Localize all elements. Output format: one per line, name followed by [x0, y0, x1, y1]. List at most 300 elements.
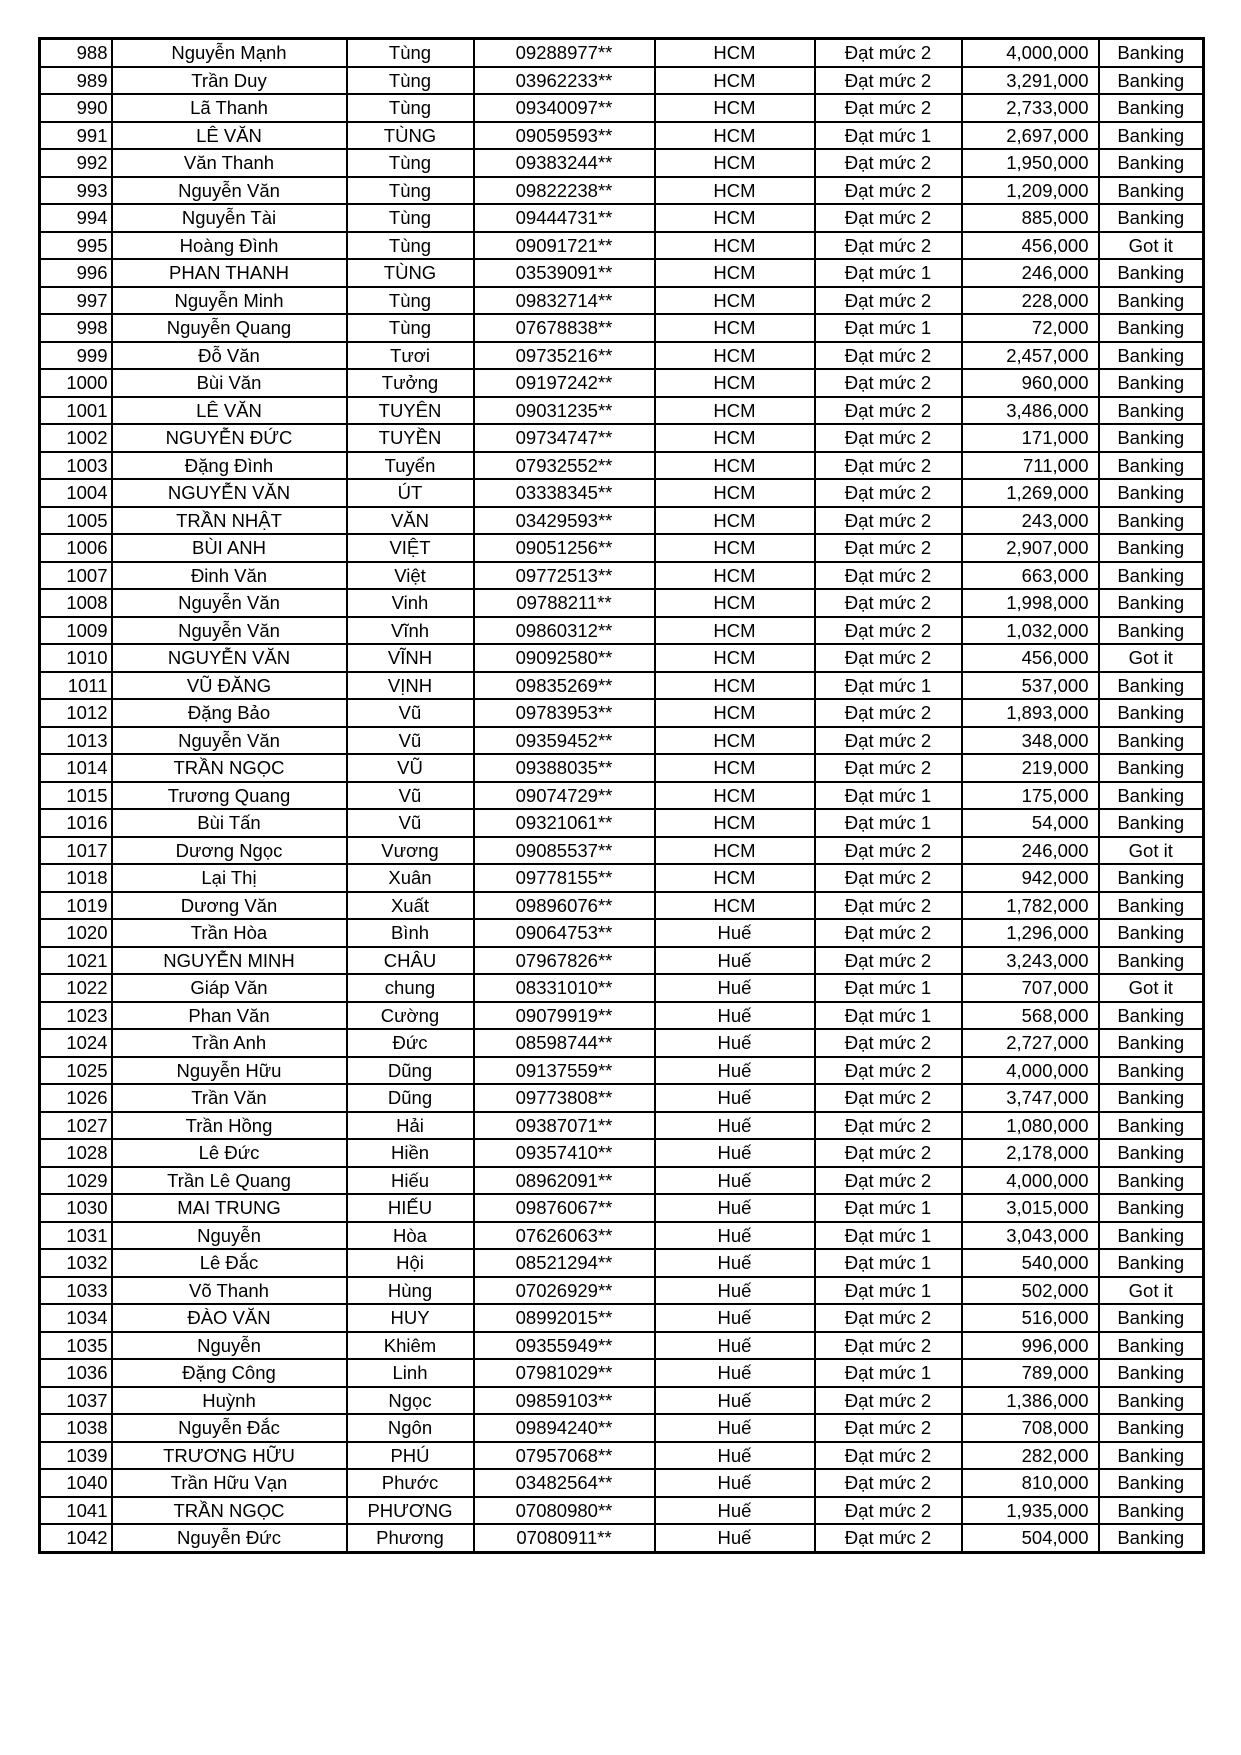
cell-phone-number: 08992015** [474, 1304, 655, 1332]
cell-city: HCM [655, 479, 815, 507]
cell-city: Huế [655, 1002, 815, 1030]
cell-first-name: Hòa [347, 1222, 474, 1250]
cell-amount: 2,457,000 [962, 342, 1099, 370]
cell-status: Banking [1099, 1414, 1204, 1442]
cell-first-name: Vũ [347, 809, 474, 837]
table-row [40, 782, 1204, 810]
cell-level: Đạt mức 2 [815, 699, 962, 727]
cell-city: HCM [655, 507, 815, 535]
cell-phone-number: 08521294** [474, 1249, 655, 1277]
cell-amount: 171,000 [962, 424, 1099, 452]
table-row [40, 479, 1204, 507]
table-row [40, 837, 1204, 865]
cell-first-name: Đức [347, 1029, 474, 1057]
cell-phone-number: 09783953** [474, 699, 655, 727]
cell-status: Banking [1099, 1112, 1204, 1140]
cell-last-middle-name: NGUYỄN ĐỨC [112, 424, 347, 452]
cell-phone-number: 09876067** [474, 1194, 655, 1222]
cell-first-name: Cường [347, 1002, 474, 1030]
table-row [40, 397, 1204, 425]
cell-first-name: Phước [347, 1469, 474, 1497]
cell-phone-number: 09734747** [474, 424, 655, 452]
cell-last-middle-name: Nguyễn Văn [112, 589, 347, 617]
cell-phone-number: 09091721** [474, 232, 655, 260]
cell-status: Banking [1099, 1139, 1204, 1167]
cell-level: Đạt mức 2 [815, 1139, 962, 1167]
cell-status: Got it [1099, 837, 1204, 865]
cell-level: Đạt mức 2 [815, 39, 962, 67]
cell-status: Banking [1099, 1497, 1204, 1525]
cell-city: HCM [655, 754, 815, 782]
cell-city: HCM [655, 644, 815, 672]
cell-city: Huế [655, 1057, 815, 1085]
cell-row-number: 1012 [40, 699, 112, 727]
cell-last-middle-name: TRẦN NGỌC [112, 754, 347, 782]
cell-status: Banking [1099, 1194, 1204, 1222]
cell-status: Banking [1099, 452, 1204, 480]
cell-level: Đạt mức 2 [815, 479, 962, 507]
cell-status: Got it [1099, 974, 1204, 1002]
cell-row-number: 1038 [40, 1414, 112, 1442]
cell-phone-number: 09197242** [474, 369, 655, 397]
table-row [40, 232, 1204, 260]
cell-row-number: 1021 [40, 947, 112, 975]
cell-city: HCM [655, 314, 815, 342]
cell-status: Banking [1099, 259, 1204, 287]
table-row [40, 287, 1204, 315]
cell-status: Banking [1099, 864, 1204, 892]
cell-phone-number: 09064753** [474, 919, 655, 947]
table-row [40, 644, 1204, 672]
cell-status: Banking [1099, 369, 1204, 397]
cell-level: Đạt mức 2 [815, 1414, 962, 1442]
cell-first-name: Dũng [347, 1057, 474, 1085]
cell-phone-number: 09822238** [474, 177, 655, 205]
cell-last-middle-name: Trần Lê Quang [112, 1167, 347, 1195]
table-row [40, 809, 1204, 837]
cell-city: HCM [655, 259, 815, 287]
cell-first-name: Hải [347, 1112, 474, 1140]
cell-level: Đạt mức 2 [815, 1524, 962, 1552]
cell-phone-number: 09387071** [474, 1112, 655, 1140]
cell-phone-number: 09859103** [474, 1387, 655, 1415]
cell-city: HCM [655, 562, 815, 590]
cell-amount: 960,000 [962, 369, 1099, 397]
cell-first-name: Vĩnh [347, 617, 474, 645]
cell-last-middle-name: ĐÀO VĂN [112, 1304, 347, 1332]
cell-amount: 540,000 [962, 1249, 1099, 1277]
cell-first-name: Dũng [347, 1084, 474, 1112]
cell-row-number: 1023 [40, 1002, 112, 1030]
cell-phone-number: 09288977** [474, 39, 655, 67]
table-row [40, 534, 1204, 562]
cell-amount: 885,000 [962, 204, 1099, 232]
cell-first-name: Tùng [347, 149, 474, 177]
cell-phone-number: 08598744** [474, 1029, 655, 1057]
table-row [40, 1524, 1204, 1552]
table-row [40, 1414, 1204, 1442]
cell-city: Huế [655, 1524, 815, 1552]
cell-first-name: chung [347, 974, 474, 1002]
cell-level: Đạt mức 2 [815, 864, 962, 892]
cell-phone-number: 09355949** [474, 1332, 655, 1360]
cell-level: Đạt mức 1 [815, 672, 962, 700]
cell-last-middle-name: Nguyễn Văn [112, 727, 347, 755]
cell-level: Đạt mức 2 [815, 644, 962, 672]
cell-phone-number: 09894240** [474, 1414, 655, 1442]
cell-first-name: Vương [347, 837, 474, 865]
cell-last-middle-name: Dương Văn [112, 892, 347, 920]
cell-amount: 246,000 [962, 259, 1099, 287]
cell-phone-number: 09735216** [474, 342, 655, 370]
cell-phone-number: 09340097** [474, 94, 655, 122]
cell-row-number: 1041 [40, 1497, 112, 1525]
table-row [40, 1002, 1204, 1030]
cell-city: HCM [655, 342, 815, 370]
table-row [40, 369, 1204, 397]
table-row [40, 1387, 1204, 1415]
cell-phone-number: 09383244** [474, 149, 655, 177]
cell-level: Đạt mức 2 [815, 617, 962, 645]
cell-row-number: 1034 [40, 1304, 112, 1332]
cell-status: Banking [1099, 589, 1204, 617]
cell-city: Huế [655, 1139, 815, 1167]
cell-row-number: 1005 [40, 507, 112, 535]
table-row [40, 947, 1204, 975]
cell-level: Đạt mức 2 [815, 204, 962, 232]
cell-city: HCM [655, 149, 815, 177]
cell-phone-number: 03539091** [474, 259, 655, 287]
cell-city: Huế [655, 919, 815, 947]
cell-city: HCM [655, 369, 815, 397]
cell-level: Đạt mức 2 [815, 452, 962, 480]
cell-city: HCM [655, 94, 815, 122]
cell-city: Huế [655, 1359, 815, 1387]
cell-level: Đạt mức 1 [815, 314, 962, 342]
cell-last-middle-name: Nguyễn Đắc [112, 1414, 347, 1442]
cell-level: Đạt mức 1 [815, 1249, 962, 1277]
table-row [40, 1469, 1204, 1497]
table-row [40, 1194, 1204, 1222]
cell-row-number: 1029 [40, 1167, 112, 1195]
cell-city: HCM [655, 452, 815, 480]
cell-first-name: Linh [347, 1359, 474, 1387]
cell-row-number: 1008 [40, 589, 112, 617]
cell-phone-number: 07026929** [474, 1277, 655, 1305]
cell-status: Banking [1099, 1469, 1204, 1497]
table-row [40, 864, 1204, 892]
cell-last-middle-name: Đặng Công [112, 1359, 347, 1387]
cell-amount: 3,486,000 [962, 397, 1099, 425]
cell-row-number: 1001 [40, 397, 112, 425]
cell-status: Got it [1099, 232, 1204, 260]
cell-first-name: VĂN [347, 507, 474, 535]
cell-city: Huế [655, 1112, 815, 1140]
cell-phone-number: 07626063** [474, 1222, 655, 1250]
cell-row-number: 988 [40, 39, 112, 67]
cell-status: Banking [1099, 1002, 1204, 1030]
cell-first-name: VŨ [347, 754, 474, 782]
cell-last-middle-name: Trần Hồng [112, 1112, 347, 1140]
cell-row-number: 998 [40, 314, 112, 342]
cell-last-middle-name: NGUYỄN VĂN [112, 644, 347, 672]
table-row [40, 39, 1204, 67]
cell-last-middle-name: Dương Ngọc [112, 837, 347, 865]
cell-amount: 1,080,000 [962, 1112, 1099, 1140]
table-row [40, 1277, 1204, 1305]
table-row [40, 177, 1204, 205]
cell-city: HCM [655, 424, 815, 452]
cell-last-middle-name: TRẦN NGỌC [112, 1497, 347, 1525]
cell-amount: 1,269,000 [962, 479, 1099, 507]
cell-first-name: Xuân [347, 864, 474, 892]
cell-status: Banking [1099, 809, 1204, 837]
cell-amount: 3,243,000 [962, 947, 1099, 975]
cell-row-number: 1013 [40, 727, 112, 755]
cell-last-middle-name: Trần Anh [112, 1029, 347, 1057]
cell-row-number: 992 [40, 149, 112, 177]
cell-row-number: 1036 [40, 1359, 112, 1387]
cell-city: HCM [655, 617, 815, 645]
cell-row-number: 1020 [40, 919, 112, 947]
cell-phone-number: 07080980** [474, 1497, 655, 1525]
cell-first-name: Hiếu [347, 1167, 474, 1195]
cell-amount: 942,000 [962, 864, 1099, 892]
cell-level: Đạt mức 2 [815, 177, 962, 205]
cell-last-middle-name: Đỗ Văn [112, 342, 347, 370]
cell-status: Banking [1099, 1304, 1204, 1332]
cell-last-middle-name: LÊ VĂN [112, 397, 347, 425]
cell-status: Banking [1099, 314, 1204, 342]
cell-last-middle-name: Nguyễn Văn [112, 617, 347, 645]
cell-first-name: Vinh [347, 589, 474, 617]
cell-amount: 568,000 [962, 1002, 1099, 1030]
cell-first-name: VIỆT [347, 534, 474, 562]
cell-status: Banking [1099, 1359, 1204, 1387]
cell-amount: 456,000 [962, 232, 1099, 260]
cell-last-middle-name: TRẦN NHẬT [112, 507, 347, 535]
cell-phone-number: 09079919** [474, 1002, 655, 1030]
table-row [40, 1222, 1204, 1250]
cell-phone-number: 09835269** [474, 672, 655, 700]
cell-level: Đạt mức 2 [815, 94, 962, 122]
cell-city: HCM [655, 864, 815, 892]
cell-level: Đạt mức 2 [815, 1167, 962, 1195]
cell-last-middle-name: Võ Thanh [112, 1277, 347, 1305]
cell-last-middle-name: Giáp Văn [112, 974, 347, 1002]
cell-last-middle-name: Văn Thanh [112, 149, 347, 177]
cell-amount: 1,935,000 [962, 1497, 1099, 1525]
cell-first-name: Tùng [347, 39, 474, 67]
cell-phone-number: 09388035** [474, 754, 655, 782]
cell-amount: 537,000 [962, 672, 1099, 700]
cell-phone-number: 09788211** [474, 589, 655, 617]
cell-first-name: Tùng [347, 287, 474, 315]
cell-status: Banking [1099, 507, 1204, 535]
cell-amount: 2,727,000 [962, 1029, 1099, 1057]
cell-first-name: VỊNH [347, 672, 474, 700]
table-row [40, 754, 1204, 782]
cell-level: Đạt mức 2 [815, 67, 962, 95]
cell-row-number: 1010 [40, 644, 112, 672]
cell-row-number: 1016 [40, 809, 112, 837]
cell-row-number: 1015 [40, 782, 112, 810]
cell-phone-number: 09772513** [474, 562, 655, 590]
cell-status: Banking [1099, 204, 1204, 232]
cell-level: Đạt mức 2 [815, 1112, 962, 1140]
cell-amount: 348,000 [962, 727, 1099, 755]
cell-level: Đạt mức 1 [815, 782, 962, 810]
cell-first-name: Tùng [347, 232, 474, 260]
cell-amount: 516,000 [962, 1304, 1099, 1332]
cell-phone-number: 09359452** [474, 727, 655, 755]
cell-city: HCM [655, 397, 815, 425]
member-result-table-body [40, 39, 1204, 1553]
cell-first-name: Hùng [347, 1277, 474, 1305]
cell-phone-number: 09773808** [474, 1084, 655, 1112]
cell-last-middle-name: Nguyễn [112, 1332, 347, 1360]
cell-city: Huế [655, 974, 815, 1002]
cell-city: HCM [655, 177, 815, 205]
cell-status: Banking [1099, 177, 1204, 205]
cell-row-number: 1033 [40, 1277, 112, 1305]
cell-city: Huế [655, 1332, 815, 1360]
cell-amount: 707,000 [962, 974, 1099, 1002]
cell-phone-number: 07967826** [474, 947, 655, 975]
table-row [40, 1497, 1204, 1525]
cell-level: Đạt mức 2 [815, 287, 962, 315]
cell-phone-number: 09357410** [474, 1139, 655, 1167]
cell-status: Banking [1099, 672, 1204, 700]
cell-amount: 243,000 [962, 507, 1099, 535]
cell-status: Banking [1099, 727, 1204, 755]
table-row [40, 617, 1204, 645]
cell-level: Đạt mức 1 [815, 1277, 962, 1305]
cell-amount: 502,000 [962, 1277, 1099, 1305]
cell-city: Huế [655, 1249, 815, 1277]
cell-row-number: 990 [40, 94, 112, 122]
cell-row-number: 1027 [40, 1112, 112, 1140]
cell-amount: 2,907,000 [962, 534, 1099, 562]
cell-last-middle-name: Nguyễn Quang [112, 314, 347, 342]
cell-level: Đạt mức 1 [815, 1194, 962, 1222]
cell-row-number: 1007 [40, 562, 112, 590]
cell-first-name: Tùng [347, 314, 474, 342]
cell-last-middle-name: NGUYỄN MINH [112, 947, 347, 975]
cell-city: HCM [655, 699, 815, 727]
cell-amount: 711,000 [962, 452, 1099, 480]
cell-city: Huế [655, 1167, 815, 1195]
table-row [40, 1029, 1204, 1057]
cell-amount: 1,998,000 [962, 589, 1099, 617]
cell-last-middle-name: VŨ ĐĂNG [112, 672, 347, 700]
cell-status: Banking [1099, 1524, 1204, 1552]
cell-city: Huế [655, 1469, 815, 1497]
cell-level: Đạt mức 1 [815, 974, 962, 1002]
cell-phone-number: 03338345** [474, 479, 655, 507]
cell-amount: 3,747,000 [962, 1084, 1099, 1112]
cell-row-number: 1028 [40, 1139, 112, 1167]
cell-last-middle-name: MAI TRUNG [112, 1194, 347, 1222]
cell-phone-number: 09031235** [474, 397, 655, 425]
cell-row-number: 1037 [40, 1387, 112, 1415]
table-row [40, 1332, 1204, 1360]
cell-level: Đạt mức 1 [815, 259, 962, 287]
cell-status: Banking [1099, 947, 1204, 975]
cell-status: Banking [1099, 1167, 1204, 1195]
cell-row-number: 994 [40, 204, 112, 232]
cell-amount: 1,296,000 [962, 919, 1099, 947]
cell-row-number: 1030 [40, 1194, 112, 1222]
table-row [40, 424, 1204, 452]
table-row [40, 589, 1204, 617]
cell-row-number: 1026 [40, 1084, 112, 1112]
cell-level: Đạt mức 1 [815, 1002, 962, 1030]
cell-row-number: 1024 [40, 1029, 112, 1057]
cell-level: Đạt mức 2 [815, 232, 962, 260]
cell-amount: 2,733,000 [962, 94, 1099, 122]
cell-amount: 219,000 [962, 754, 1099, 782]
cell-phone-number: 07981029** [474, 1359, 655, 1387]
cell-first-name: Việt [347, 562, 474, 590]
cell-last-middle-name: Nguyễn Tài [112, 204, 347, 232]
cell-phone-number: 09896076** [474, 892, 655, 920]
cell-first-name: TÙNG [347, 122, 474, 150]
table-row [40, 727, 1204, 755]
table-row [40, 314, 1204, 342]
cell-level: Đạt mức 2 [815, 507, 962, 535]
cell-status: Banking [1099, 39, 1204, 67]
cell-last-middle-name: PHAN THANH [112, 259, 347, 287]
cell-amount: 1,782,000 [962, 892, 1099, 920]
cell-city: HCM [655, 122, 815, 150]
cell-status: Banking [1099, 782, 1204, 810]
table-row [40, 562, 1204, 590]
cell-first-name: Hội [347, 1249, 474, 1277]
cell-amount: 72,000 [962, 314, 1099, 342]
cell-row-number: 1000 [40, 369, 112, 397]
cell-first-name: HUY [347, 1304, 474, 1332]
cell-row-number: 1003 [40, 452, 112, 480]
cell-city: HCM [655, 204, 815, 232]
cell-amount: 1,032,000 [962, 617, 1099, 645]
cell-level: Đạt mức 2 [815, 892, 962, 920]
cell-row-number: 993 [40, 177, 112, 205]
cell-first-name: Ngôn [347, 1414, 474, 1442]
cell-level: Đạt mức 1 [815, 1222, 962, 1250]
cell-row-number: 1017 [40, 837, 112, 865]
cell-first-name: Tùng [347, 94, 474, 122]
cell-row-number: 996 [40, 259, 112, 287]
cell-row-number: 1018 [40, 864, 112, 892]
cell-first-name: Tuyển [347, 452, 474, 480]
cell-phone-number: 09321061** [474, 809, 655, 837]
member-result-table [38, 37, 1205, 1554]
cell-last-middle-name: Huỳnh [112, 1387, 347, 1415]
cell-level: Đạt mức 2 [815, 1332, 962, 1360]
cell-last-middle-name: Đinh Văn [112, 562, 347, 590]
cell-last-middle-name: Lại Thị [112, 864, 347, 892]
cell-city: HCM [655, 534, 815, 562]
cell-level: Đạt mức 1 [815, 809, 962, 837]
cell-amount: 810,000 [962, 1469, 1099, 1497]
cell-city: HCM [655, 892, 815, 920]
cell-status: Banking [1099, 424, 1204, 452]
cell-status: Banking [1099, 892, 1204, 920]
cell-row-number: 999 [40, 342, 112, 370]
cell-level: Đạt mức 2 [815, 369, 962, 397]
cell-amount: 1,209,000 [962, 177, 1099, 205]
